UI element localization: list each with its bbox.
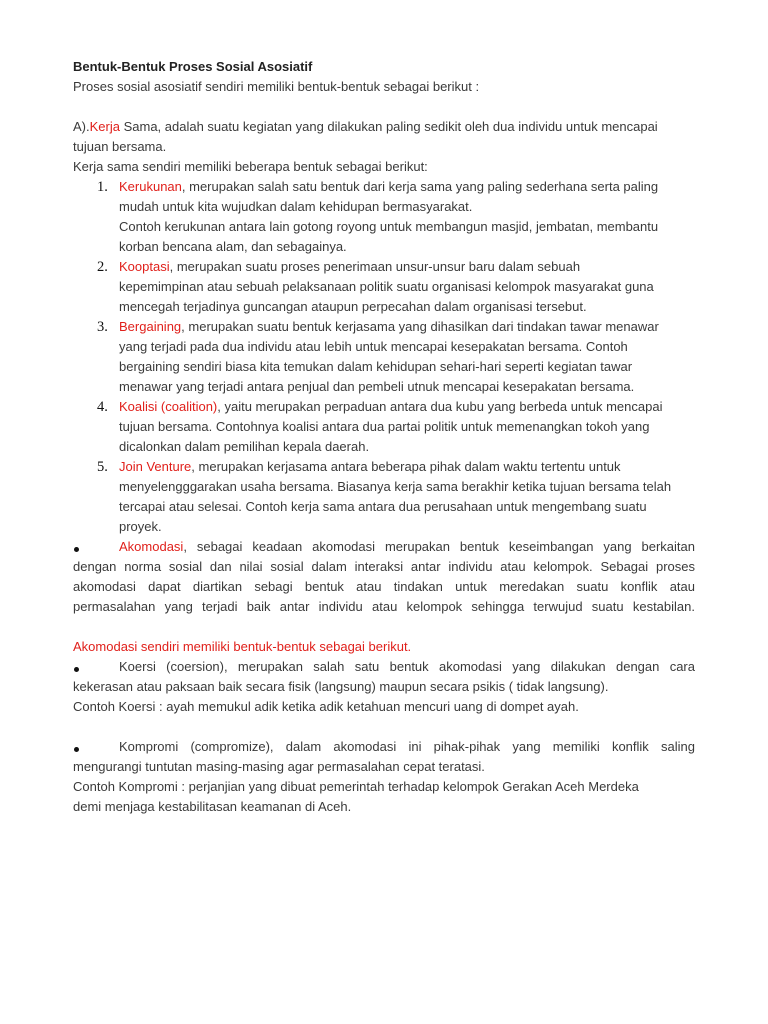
akomodasi-term: Akomodasi	[119, 539, 184, 554]
kompromi-text: Kompromi (compromize), dalam akomodasi ini pihak-pihak yang memiliki konflik saling	[119, 739, 695, 754]
list-text: bergaining sendiri biasa kita temukan dalam kehidupan sehari-hari seperti kegiatan tawar	[119, 359, 633, 374]
akomodasi-line: dengan norma sosial dan nilai sosial dalam interaksi antar individu atau kelompok. Sebagai proses	[73, 559, 695, 574]
section-a-line2: tujuan bersama.	[73, 139, 167, 154]
list-term: Koalisi (coalition)	[119, 399, 218, 414]
list-text: Contoh kerukunan antara lain gotong royong untuk membangun masjid, jembatan, membantu	[119, 219, 659, 234]
list-item	[73, 177, 695, 257]
list-text: proyek.	[119, 519, 162, 534]
kompromi-example: demi menjaga kestabilitasan keamanan di Aceh.	[73, 799, 352, 814]
koersi-text: Koersi (coersion), merupakan salah satu bentuk akomodasi yang dilakukan dengan cara	[119, 659, 695, 674]
list-text: , yaitu merupakan perpaduan antara dua kubu yang berbeda untuk mencapai	[217, 399, 663, 414]
kompromi-line	[73, 737, 695, 757]
document-body	[73, 57, 695, 817]
akomodasi-text: , sebagai keadaan akomodasi merupakan bentuk keseimbangan yang berkaitan	[183, 539, 695, 554]
list-text: tujuan bersama. Contohnya koalisi antara dua partai politik untuk memenangkan tokoh yang	[119, 419, 650, 434]
list-number: 4.	[97, 399, 108, 415]
section-a-line3: Kerja sama sendiri memiliki beberapa bentuk sebagai berikut:	[73, 159, 428, 174]
list-number: 5.	[97, 459, 108, 475]
list-number: 1.	[97, 179, 108, 195]
intro-text: Proses sosial asosiatif sendiri memiliki bentuk-bentuk sebagai berikut :	[73, 79, 480, 94]
list-term: Kooptasi	[119, 259, 170, 274]
list-text: menawar yang terjadi antara penjual dan pembeli utnuk mencapai kesepakatan bersama.	[119, 379, 635, 394]
akomodasi-line: akomodasi dapat diartikan sebagi bentuk atau tindakan untuk meredakan suatu konflik atau	[73, 579, 695, 594]
list-text: tercapai atau selesai. Contoh kerja sama antara dua perusahaan untuk mengembang suatu	[119, 499, 647, 514]
list-term: Join Venture	[119, 459, 192, 474]
list-text: menyelengggarakan usaha bersama. Biasanya kerja sama berakhir ketika tujuan bersama telah	[119, 479, 672, 494]
section-a-term: Kerja	[89, 119, 120, 134]
section-a-line1-rest: Sama, adalah suatu kegiatan yang dilakukan paling sedikit oleh dua individu untuk mencapai	[119, 119, 658, 134]
list-text: mencegah terjadinya guncangan ataupun perpecahan dalam organisasi tersebut.	[119, 299, 587, 314]
kompromi-line: mengurangi tuntutan masing-masing agar permasalahan cepat teratasi.	[73, 759, 485, 774]
akomodasi-paragraph	[73, 537, 695, 617]
list-text: dicalonkan dalam pemilihan kepala daerah.	[119, 439, 370, 454]
list-item	[73, 317, 695, 397]
list-text: mudah untuk kita wujudkan dalam kehidupan bermasyarakat.	[119, 199, 473, 214]
list-item	[73, 457, 695, 537]
list-number: 2.	[97, 259, 108, 275]
list-text: kepemimpinan atau sebuah pelaksanaan politik suatu organisasi kelompok masyarakat guna	[119, 279, 654, 294]
koersi-example: Contoh Koersi : ayah memukul adik ketika adik ketahuan mencuri uang di dompet ayah.	[73, 699, 579, 714]
list-text: , merupakan salah satu bentuk dari kerja sama yang paling sederhana serta paling	[181, 179, 659, 194]
list-text: , merupakan suatu proses penerimaan unsur-unsur baru dalam sebuah	[169, 259, 581, 274]
akomodasi-line: permasalahan yang terjadi baik antar individu atau kelompok sehingga terwujud suatu kestabilan.	[73, 599, 695, 614]
list-item	[73, 397, 695, 457]
koersi-paragraph	[73, 657, 695, 717]
numbered-list	[73, 177, 695, 537]
list-text: yang terjadi pada dua individu atau lebih untuk mencapai kesepakatan bersama. Contoh	[119, 339, 628, 354]
list-number: 3.	[97, 319, 108, 335]
akomodasi-line	[73, 537, 695, 557]
section-a-prefix: A).	[73, 119, 90, 134]
koersi-line	[73, 657, 695, 677]
list-text: korban bencana alam, dan sebagainya.	[119, 239, 347, 254]
koersi-line: kekerasan atau paksaan baik secara fisik (langsung) maupun secara psikis ( tidak langsung).	[73, 679, 609, 694]
kompromi-example: Contoh Kompromi : perjanjian yang dibuat pemerintah terhadap kelompok Gerakan Aceh Merdeka	[73, 779, 639, 794]
document-title: Bentuk-Bentuk Proses Sosial Asosiatif	[73, 59, 313, 74]
list-text: , merupakan suatu bentuk kerjasama yang dihasilkan dari tindakan tawar menawar	[181, 319, 659, 334]
akomodasi-heading: Akomodasi sendiri memiliki bentuk-bentuk sebagai berikut.	[73, 639, 412, 654]
section-a-line1	[73, 117, 695, 137]
list-term: Bergaining	[119, 319, 182, 334]
list-text: , merupakan kerjasama antara beberapa pihak dalam waktu tertentu untuk	[191, 459, 621, 474]
list-term: Kerukunan	[119, 179, 182, 194]
kompromi-paragraph	[73, 737, 695, 817]
list-item	[73, 257, 695, 317]
